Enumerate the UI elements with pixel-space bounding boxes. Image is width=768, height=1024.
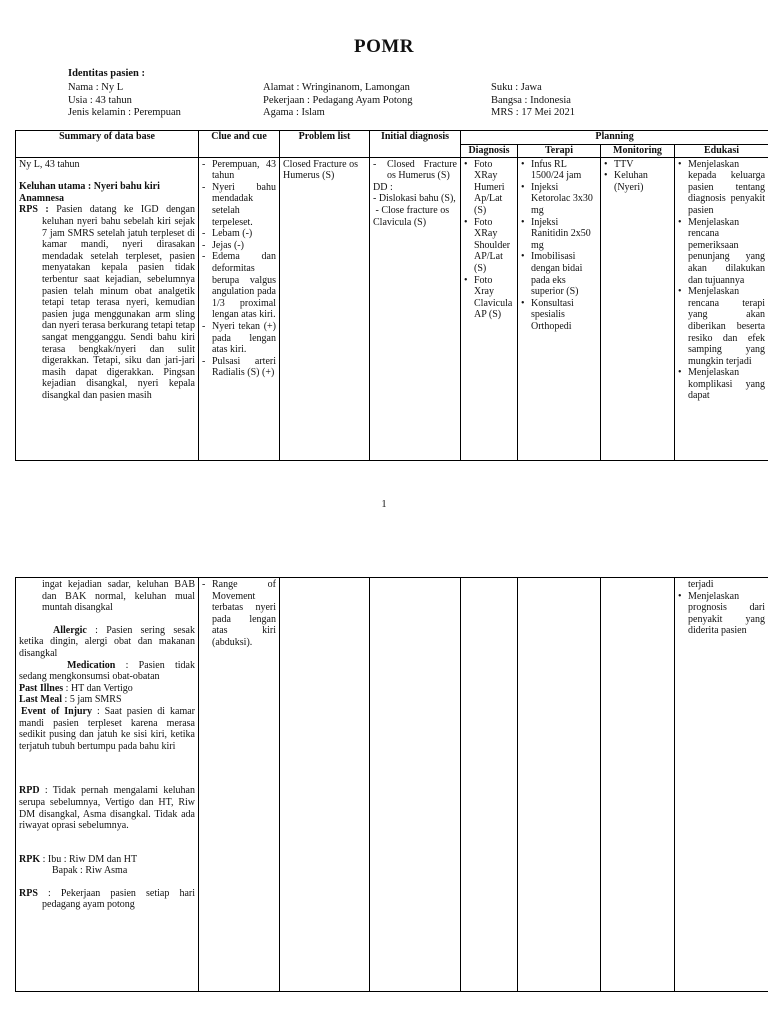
header-cue: Clue and cue <box>199 131 280 158</box>
document-title: POMR <box>353 36 415 57</box>
rpk-line <box>19 854 195 866</box>
allergic-line <box>19 625 195 660</box>
diagnosis-item: • Foto XRay Shoulder AP/Lat (S) <box>464 217 514 275</box>
rpd-line <box>19 785 195 831</box>
terapi-item: • Injeksi Ranitidin 2x50 mg <box>521 217 597 252</box>
edukasi-item: • Menjelaskan komplikasi yang dapat <box>678 367 765 402</box>
meal-line <box>19 694 195 706</box>
rps-label: RPS : <box>19 204 49 216</box>
header-summary: Summary of data base <box>16 131 199 158</box>
rps2-label: RPS <box>19 887 38 899</box>
allergic-text: : Pasien sering sesak ketika dingin, alergi obat dan makanan disangkal <box>19 624 195 659</box>
past-text: : HT dan Vertigo <box>63 682 133 694</box>
rpk-label: RPK <box>19 853 41 865</box>
pomr-table-page-2 <box>15 577 768 992</box>
header-terapi: Terapi <box>518 145 601 158</box>
initial-cell-cont <box>370 578 461 992</box>
cue-item: - Range of Movement terbatas nyeri pada lengan atas kiri (abduksi). <box>202 579 276 649</box>
problem-item: Closed Fracture os Humerus (S) <box>283 158 358 182</box>
header-monitoring: Monitoring <box>601 145 675 158</box>
summary-continuation: ingat kejadian sadar, keluhan BAB dan BAK normal, keluhan mual muntah disangkal <box>42 579 195 614</box>
diagnosis-cell-cont <box>461 578 518 992</box>
cue-item: - Lebam (-) <box>202 228 276 240</box>
dd-label: DD : <box>373 181 393 193</box>
identity-job: Pekerjaan : Pedagang Ayam Potong <box>263 94 413 106</box>
identity-address: Alamat : Wringinanom, Lamongan <box>263 82 410 93</box>
edukasi-item: • Menjelaskan rencana terapi yang akan diberikan beserta resiko dan efek samping yang mungkin terjadi <box>678 286 765 367</box>
identity-col-3 <box>491 82 575 120</box>
edukasi-item: • Menjelaskan prognosis dari penyakit yang diderita pasien <box>678 591 765 637</box>
medication-line <box>19 660 195 683</box>
terapi-cell <box>518 157 601 460</box>
terapi-item: • Infus RL 1500/24 jam <box>521 159 597 182</box>
dd-item: - Dislokasi bahu (S), <box>373 193 456 205</box>
terapi-list <box>521 159 597 333</box>
meal-text: : 5 jam SMRS <box>62 694 122 706</box>
identity-heading: Identitas pasien : <box>68 68 146 79</box>
edukasi-list <box>678 159 765 402</box>
cue-item: - Perempuan, 43 tahun <box>202 159 276 182</box>
problem-cell-cont <box>280 578 370 992</box>
pomr-table-page-1 <box>15 130 768 461</box>
edukasi-cell <box>675 157 768 460</box>
monitoring-cell-cont <box>601 578 675 992</box>
past-label: Past Illnes <box>19 682 64 694</box>
terapi-item: • Imobilisasi dengan bidai pada eks superior (S) <box>521 251 597 297</box>
rpk-mother: : Ibu : Riw DM dan HT <box>40 853 138 865</box>
cue-item: - Edema dan deformitas berupa valgus angulation pada 1/3 proximal lengan atas kiri. <box>202 251 276 321</box>
monitoring-item: • TTV <box>604 159 671 171</box>
cue-item: - Nyeri bahu mendadak setelah terpeleset. <box>202 182 276 228</box>
diagnosis-list <box>464 159 514 321</box>
cue-list-cont <box>202 579 276 649</box>
identity-name: Nama : Ny L <box>68 82 124 93</box>
terapi-cell-cont <box>518 578 601 992</box>
event-line <box>19 706 195 752</box>
initial-item: - Closed Fracture os Humerus (S) <box>373 159 457 182</box>
identity-age: Usia : 43 tahun <box>68 94 132 106</box>
rpd-text: : Tidak pernah mengalami keluhan serupa sebelumnya, Vertigo dan HT, Riw DM disangkal, Asma disangkal. Tidak ada riwayat oprasi sebelumnya. <box>19 785 195 832</box>
medication-text: : Pasien tidak sedang mengkonsumsi obat-obatan <box>19 659 195 683</box>
identity-ethnic: Suku : Jawa <box>491 82 542 93</box>
header-planning: Planning <box>461 131 768 145</box>
medication-label: Medication <box>67 659 116 671</box>
identity-col-2 <box>263 82 413 120</box>
summary-cell-cont <box>16 578 199 992</box>
cue-list <box>202 159 276 379</box>
event-label: Event of Injury <box>21 705 92 717</box>
anamnesa-label: Anamnesa <box>19 192 65 204</box>
summary-cell <box>16 157 199 460</box>
monitoring-cell <box>601 157 675 460</box>
header-diagnosis: Diagnosis <box>461 145 518 158</box>
cue-item: - Pulsasi arteri Radialis (S) (+) <box>202 356 276 379</box>
header-problem: Problem list <box>280 131 370 158</box>
rps2-text: : Pekerjaan pasien setiap hari pedagang ayam potong <box>37 887 195 911</box>
edukasi-list-cont <box>678 591 765 637</box>
summary-intro: Ny L, 43 tahun <box>19 158 80 170</box>
edukasi-item: • Menjelaskan rencana pemeriksaan penunjang yang akan dilakukan dan tujuannya <box>678 217 765 287</box>
allergic-label: Allergic <box>53 624 87 636</box>
cue-cell-cont <box>199 578 280 992</box>
initial-cell <box>370 157 461 460</box>
monitoring-item: • Keluhan (Nyeri) <box>604 170 671 193</box>
chief-complaint: Keluhan utama : Nyeri bahu kiri <box>19 181 160 193</box>
edukasi-cell-cont <box>675 578 768 992</box>
rps2-line <box>19 888 195 911</box>
terapi-item: • Konsultasi spesialis Orthopedi <box>521 298 597 333</box>
monitoring-list <box>604 159 671 194</box>
meal-label: Last Meal <box>19 694 63 706</box>
initial-list <box>373 159 457 182</box>
identity-gender: Jenis kelamin : Perempuan <box>68 107 181 118</box>
diagnosis-cell <box>461 157 518 460</box>
diagnosis-item: • Foto Xray Clavicula AP (S) <box>464 275 514 321</box>
rps-text: Pasien datang ke IGD dengan keluhan nyeri bahu sebelah kiri sejak 7 jam SMRS setelah jatuh terpleset di kamar mandi, nyeri dirasakan mendadak setelah terpleset, pasien menyatakan kepala pasien tidak terbentur saat kejadian, sebelumnya pasien telah minum obat analgetik tetapi tetap terasa nyeri, kemudian pasien juga menggunakan arm sling dan nyeri terasa berkurang tetapi tetap sangat mengganggu. Sendi bahu kiri terasa bengkak/nyeri dan sulit digerakkan. Tetapi, siku dan jari-jari masih dapat digerakkan. Pingsan kejadian disangkal, nyeri kepala disangkal dan pasien masih <box>42 204 195 401</box>
identity-religion: Agama : Islam <box>263 107 325 118</box>
page-number: 1 <box>381 499 387 510</box>
edukasi-continuation: terjadi <box>688 579 714 590</box>
cue-item: - Nyeri tekan (+) pada lengan atas kiri. <box>202 321 276 356</box>
diagnosis-item: • Foto XRay Humeri Ap/Lat (S) <box>464 159 514 217</box>
event-text: : Saat pasien di kamar mandi pasien terpleset karena merasa sedikit pusing dan jatuh ke sisi kiri, ketika terjatuh tubuh bertumpu pada bahu kiri <box>19 705 195 752</box>
header-initial: Initial diagnosis <box>370 131 461 158</box>
past-line <box>19 683 195 695</box>
identity-mrs: MRS : 17 Mei 2021 <box>491 107 576 118</box>
problem-cell <box>280 157 370 460</box>
rps-paragraph <box>19 204 195 401</box>
edukasi-item: • Menjelaskan kepada keluarga pasien tentang diagnosis penyakit pasien <box>678 159 765 217</box>
rpk-father: Bapak : Riw Asma <box>52 865 128 877</box>
rpd-label: RPD <box>19 785 40 797</box>
dd-item: - Close fracture os Clavicula (S) <box>373 204 452 228</box>
terapi-item: • Injeksi Ketorolac 3x30 mg <box>521 182 597 217</box>
cue-cell <box>199 157 280 460</box>
header-edukasi: Edukasi <box>675 145 768 158</box>
identity-col-1 <box>68 82 181 120</box>
cue-item: - Jejas (-) <box>202 240 276 252</box>
identity-nation: Bangsa : Indonesia <box>491 94 571 106</box>
